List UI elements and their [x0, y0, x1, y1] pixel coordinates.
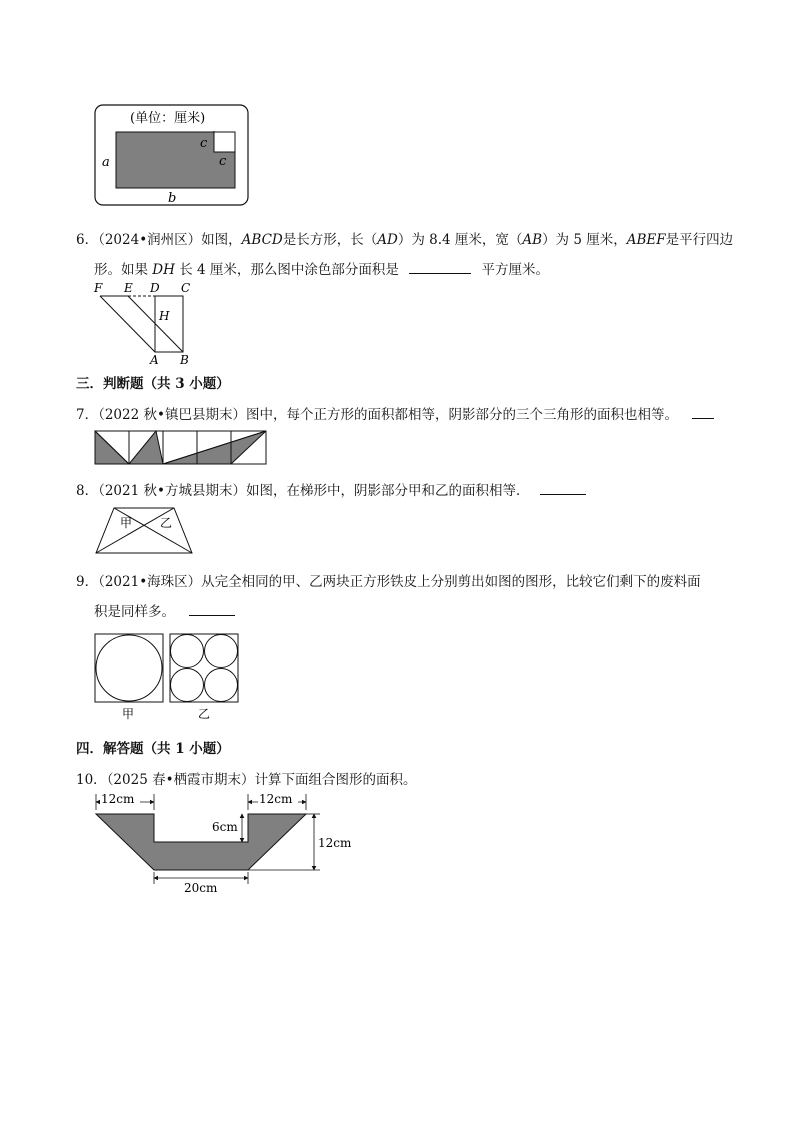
q7-text: 图中，每个正方形的面积都相等，阴影部分的三个三角形的面积也相等。: [245, 407, 678, 423]
label-C: C: [181, 281, 191, 295]
q6-text-1: 如图，: [201, 232, 242, 248]
dim-top-left: 12cm: [101, 792, 135, 806]
dim-inner: 6cm: [212, 820, 238, 834]
q9-text-2: 积是同样多。: [94, 604, 175, 620]
rect-abcd: [155, 296, 183, 352]
label-B: B: [180, 353, 189, 367]
q6-answer-blank[interactable]: [409, 259, 471, 274]
q9-number: 9．: [76, 574, 99, 590]
q9-answer-blank[interactable]: [189, 601, 235, 616]
label-E: E: [124, 281, 133, 295]
q6-line2-b: 长 4 厘米，那么图中涂色部分面积是: [174, 262, 399, 278]
label-H: H: [159, 309, 170, 323]
q7-number: 7．: [76, 407, 99, 423]
unit-label: (单位：厘米): [130, 111, 206, 126]
q9-circle-yi-1: [171, 635, 204, 668]
q9-circle-yi-2: [205, 635, 238, 668]
section-3-title: 三．判断题（共 3 小题）: [76, 376, 230, 392]
dim-top-right: 12cm: [259, 792, 293, 806]
label-b: b: [168, 191, 177, 206]
q6-figure: [90, 280, 200, 368]
q9-circle-jia: [96, 635, 162, 701]
q6-abef: ABEF: [626, 232, 666, 248]
q10-line: [76, 768, 417, 788]
q6-ab: AB: [522, 232, 543, 248]
q6-dh: DH: [152, 262, 175, 278]
cut-corner: [214, 132, 235, 152]
q9-square-yi: [170, 634, 238, 702]
dim-height: 12cm: [318, 836, 352, 850]
label-F: F: [94, 281, 103, 295]
q9-figure: [94, 632, 244, 722]
q9-label-yi: 乙: [198, 707, 211, 721]
q9-line2: [94, 600, 235, 620]
q6-line1: [76, 228, 733, 248]
q9-square-jia: [95, 634, 163, 702]
q8-text: 如图，在梯形中，阴影部分甲和乙的面积相等．: [245, 483, 530, 499]
section-4-title: 四．解答题（共 1 小题）: [76, 741, 230, 757]
q8-diagonal-2: [96, 508, 174, 553]
q6-abcd: ABCD: [241, 232, 283, 248]
q6-line2: [94, 258, 549, 278]
q10-text: 计算下面组合图形的面积。: [254, 772, 417, 788]
label-A: A: [150, 353, 159, 367]
q6-line2-a: 形。如果: [94, 262, 153, 278]
q5-figure: [94, 104, 250, 208]
q8-source: （2021 秋•方城县期末）: [98, 483, 246, 499]
q9-text-1: 从完全相同的甲、乙两块正方形铁皮上分别剪出如图的图形，比较它们剩下的废料面: [201, 574, 701, 590]
q6-source: （2024•润州区）: [98, 232, 202, 248]
q7-line: [76, 403, 714, 423]
q8-label-yi: 乙: [160, 516, 173, 530]
q9-circle-yi-4: [205, 669, 238, 702]
q8-number: 8．: [76, 483, 99, 499]
q10-shape: [96, 814, 306, 870]
q6-text-2: 是长方形，长（: [282, 232, 378, 248]
q9-circle-yi-3: [171, 669, 204, 702]
q8-line: [76, 479, 586, 499]
q6-text-5: 是平行四边: [665, 232, 734, 248]
q6-ad: AD: [377, 232, 398, 248]
q10-figure: [88, 790, 358, 900]
q8-trapezoid: [96, 508, 192, 553]
q8-diagonal-1: [114, 508, 192, 553]
label-a: a: [102, 155, 110, 170]
q6-line2-c: 平方厘米。: [481, 262, 549, 278]
label-D: D: [150, 281, 160, 295]
label-c2: c: [219, 154, 227, 169]
q7-shaded-triangle-2: [129, 431, 163, 464]
q8-answer-blank[interactable]: [540, 480, 586, 495]
q7-answer-blank[interactable]: [692, 404, 714, 419]
q7-figure: [94, 430, 268, 466]
q7-source: （2022 秋•镇巴县期末）: [98, 407, 246, 423]
q6-text-4: ）为 5 厘米，: [542, 232, 627, 248]
q9-label-jia: 甲: [122, 707, 135, 721]
q8-figure: [94, 506, 194, 556]
q10-source: （2025 春•栖霞市期末）: [106, 772, 255, 788]
q9-line1: [76, 570, 701, 590]
seg-fa: [100, 296, 155, 352]
q9-source: （2021•海珠区）: [98, 574, 202, 590]
q6-number: 6．: [76, 232, 99, 248]
q8-label-jia: 甲: [120, 516, 133, 530]
q10-number: 10．: [76, 772, 107, 788]
q6-text-3: ）为 8.4 厘米，宽（: [397, 232, 523, 248]
label-c: c: [200, 136, 208, 151]
dim-bottom: 20cm: [184, 881, 218, 895]
